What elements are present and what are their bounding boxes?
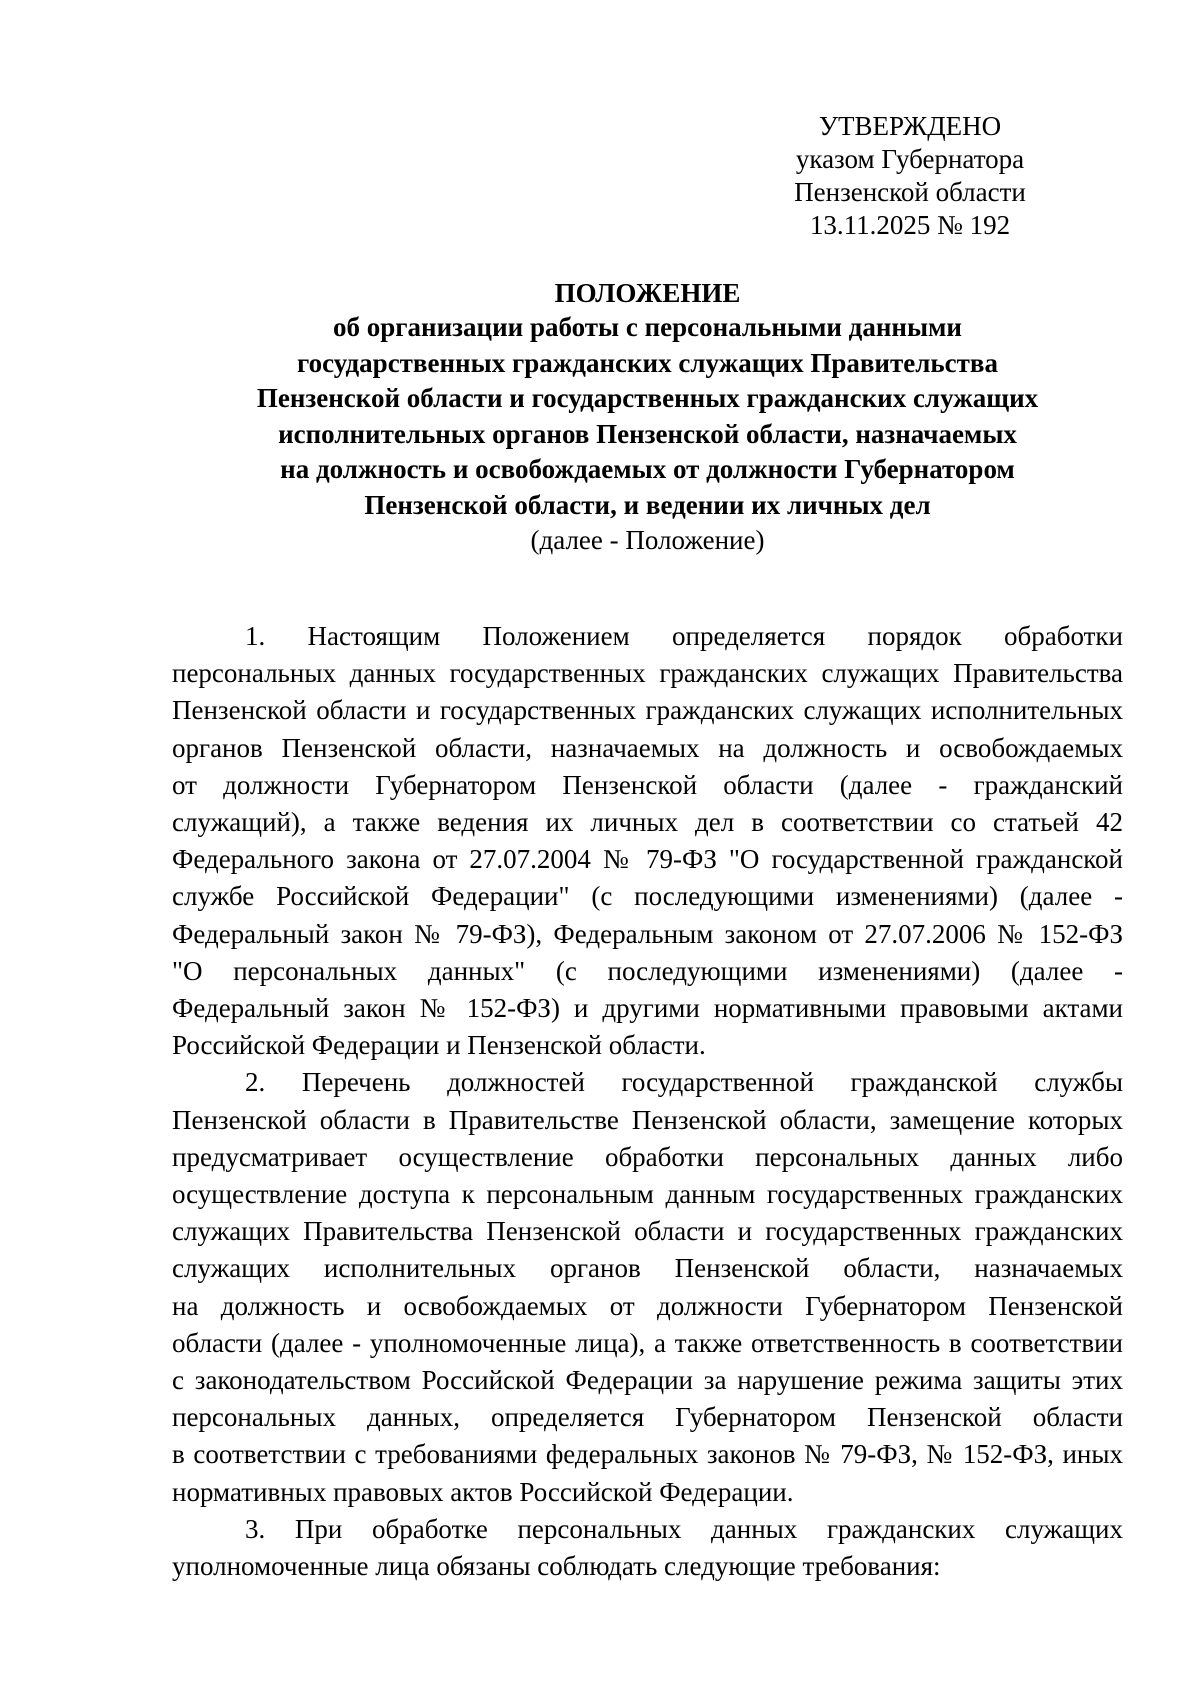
- paragraph-line: нормативных правовых актов Российской Федерации.: [172, 1476, 794, 1507]
- paragraph-line: Федеральный закон № 79-ФЗ), Федеральным законом от 27.07.2006 № 152-ФЗ: [172, 918, 1123, 949]
- document-subtitle-line: государственных гражданских служащих Правительства: [297, 347, 998, 378]
- approval-region: Пензенской области: [794, 177, 1026, 207]
- paragraph-line: персональных данных государственных гражданских служащих Правительства: [172, 658, 1123, 689]
- paragraph-line: органов Пензенской области, назначаемых на должность и освобождаемых: [172, 732, 1123, 763]
- paragraph-line: служащих исполнительных органов Пензенской области, назначаемых: [172, 1253, 1123, 1284]
- approval-authority: указом Губернатора: [795, 144, 1025, 174]
- document-body: [172, 618, 1123, 1585]
- document-abbreviation: (далее - Положение): [530, 525, 765, 555]
- document-subtitle-line: об организации работы с персональными данными: [333, 312, 962, 342]
- paragraph-line: от должности Губернатором Пензенской области (далее - гражданский: [172, 769, 1123, 800]
- paragraph-line: Федеральный закон № 152-ФЗ) и другими нормативными правовыми актами: [172, 993, 1123, 1024]
- paragraph-line: Пензенской области в Правительстве Пензенской области, замещение которых: [172, 1104, 1123, 1135]
- paragraph-line: службе Российской Федерации" (с последующими изменениями) (далее -: [172, 881, 1123, 912]
- paragraph-line: с законодательством Российской Федерации за нарушение режима защиты этих: [172, 1365, 1123, 1396]
- paragraph-line: Федерального закона от 27.07.2004 № 79-ФЗ "О государственной гражданской: [172, 844, 1123, 875]
- document-title-block: [172, 276, 1123, 558]
- paragraph-line: Российской Федерации и Пензенской области.: [172, 1030, 706, 1061]
- paragraph-3: [172, 1511, 1123, 1585]
- paragraph-line: уполномоченные лица обязаны соблюдать следующие требования:: [172, 1551, 941, 1582]
- paragraph-line: в соответствии с требованиями федеральных законов № 79-ФЗ, № 152-ФЗ, иных: [172, 1439, 1123, 1470]
- paragraph-line: Пензенской области и государственных гражданских служащих исполнительных: [172, 695, 1123, 726]
- paragraph-line: персональных данных, определяется Губернатором Пензенской области: [172, 1402, 1123, 1433]
- paragraph-line: на должность и освобождаемых от должности Губернатором Пензенской: [172, 1290, 1123, 1321]
- paragraph-line: 3. При обработке персональных данных гражданских служащих: [245, 1513, 1123, 1544]
- document-title: ПОЛОЖЕНИЕ: [554, 278, 741, 308]
- paragraph-line: предусматривает осуществление обработки персональных данных либо: [172, 1141, 1123, 1172]
- document-subtitle-line: Пензенской области, и ведении их личных дел: [364, 489, 931, 520]
- paragraph-line: осуществление доступа к персональным данным государственных гражданских: [172, 1179, 1123, 1210]
- paragraph-line: служащий), а также ведения их личных дел в соответствии со статьей 42: [172, 807, 1123, 838]
- approval-stamp: [760, 110, 1060, 242]
- paragraph-1: [172, 618, 1123, 1064]
- document-subtitle-line: исполнительных органов Пензенской области, назначаемых: [278, 418, 1017, 449]
- paragraph-line: "О персональных данных" (с последующими изменениями) (далее -: [172, 955, 1123, 986]
- approval-date-number: 13.11.2025 № 192: [809, 210, 1011, 240]
- paragraph-2: [172, 1064, 1123, 1510]
- document-subtitle-line: на должность и освобождаемых от должности Губернатором: [280, 454, 1015, 484]
- paragraph-line: 2. Перечень должностей государственной гражданской службы: [245, 1067, 1123, 1098]
- approval-status: УТВЕРЖДЕНО: [818, 111, 1002, 141]
- paragraph-line: 1. Настоящим Положением определяется порядок обработки: [245, 621, 1123, 651]
- paragraph-line: области (далее - уполномоченные лица), а также ответственность в соответствии: [172, 1327, 1123, 1358]
- paragraph-line: служащих Правительства Пензенской области и государственных гражданских: [172, 1216, 1123, 1247]
- document-subtitle-line: Пензенской области и государственных гражданских служащих: [256, 383, 1039, 413]
